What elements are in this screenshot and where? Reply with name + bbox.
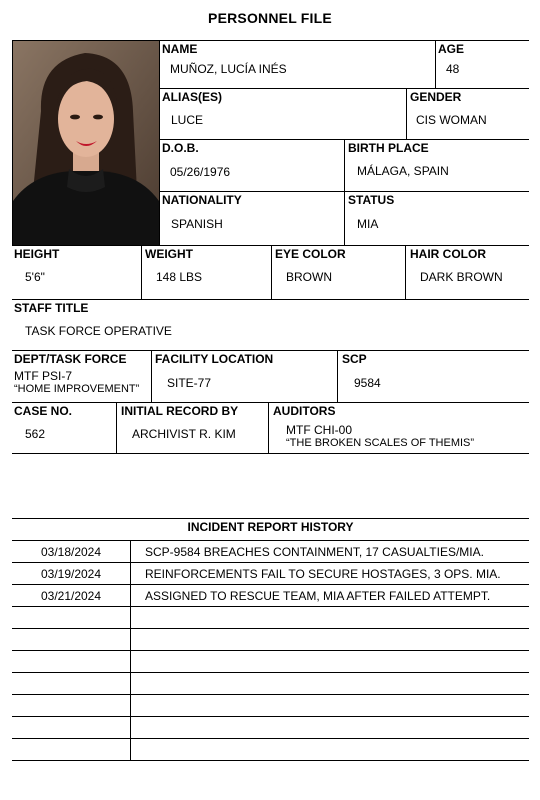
height-value: 5'6" <box>25 270 45 284</box>
eye-color-value: BROWN <box>286 270 332 284</box>
weight-label: WEIGHT <box>145 247 193 261</box>
nationality-label: NATIONALITY <box>162 193 242 207</box>
case-no-value: 562 <box>25 427 46 441</box>
dob-label: D.O.B. <box>162 141 199 155</box>
hair-color-label: HAIR COLOR <box>410 247 486 261</box>
facility-label: FACILITY LOCATION <box>155 352 274 366</box>
scp-value: 9584 <box>354 376 381 390</box>
alias-label: ALIAS(ES) <box>162 90 222 104</box>
incident-description: REINFORCEMENTS FAIL TO SECURE HOSTAGES, 3 OPS. MIA. <box>145 567 501 581</box>
incident-description: ASSIGNED TO RESCUE TEAM, MIA AFTER FAILED ATTEMPT. <box>145 589 491 603</box>
weight-value: 148 LBS <box>156 270 203 284</box>
height-label: HEIGHT <box>14 247 60 261</box>
document-title: PERSONNEL FILE <box>208 10 332 26</box>
dept-nickname: “HOME IMPROVEMENT” <box>14 383 140 395</box>
name-value: MUÑOZ, LUCÍA INÉS <box>170 62 287 76</box>
initial-record-label: INITIAL RECORD BY <box>121 404 239 418</box>
incident-history-title: INCIDENT REPORT HISTORY <box>187 520 354 534</box>
scp-label: SCP <box>342 352 367 366</box>
case-no-label: CASE NO. <box>14 404 73 418</box>
auditors-label: AUDITORS <box>273 404 336 418</box>
alias-value: LUCE <box>171 113 204 127</box>
dept-value: MTF PSI-7 <box>14 369 73 383</box>
personnel-photo <box>13 41 159 245</box>
age-value: 48 <box>446 62 460 76</box>
incident-description: SCP-9584 BREACHES CONTAINMENT, 17 CASUALTIES/MIA. <box>145 545 484 559</box>
name-label: NAME <box>162 42 198 56</box>
gender-label: GENDER <box>410 90 462 104</box>
incident-date: 03/21/2024 <box>40 589 102 603</box>
age-label: AGE <box>438 42 465 56</box>
birth-place-label: BIRTH PLACE <box>348 141 429 155</box>
incident-date: 03/19/2024 <box>40 567 102 581</box>
dob-value: 05/26/1976 <box>170 165 231 179</box>
status-value: MIA <box>357 217 379 231</box>
auditors-value: MTF CHI-00 <box>286 423 352 437</box>
auditors-nickname: “THE BROKEN SCALES OF THEMIS” <box>286 437 475 449</box>
facility-value: SITE-77 <box>167 376 212 390</box>
gender-value: CIS WOMAN <box>416 113 487 127</box>
nationality-value: SPANISH <box>171 217 223 231</box>
portrait-illustration <box>13 41 159 245</box>
birth-place-value: MÁLAGA, SPAIN <box>357 164 449 178</box>
status-label: STATUS <box>348 193 395 207</box>
initial-record-value: ARCHIVIST R. KIM <box>132 427 236 441</box>
staff-title-value: TASK FORCE OPERATIVE <box>25 324 172 338</box>
dept-label: DEPT/TASK FORCE <box>14 352 127 366</box>
staff-title-label: STAFF TITLE <box>14 301 89 315</box>
incident-date: 03/18/2024 <box>40 545 102 559</box>
eye-color-label: EYE COLOR <box>275 247 346 261</box>
hair-color-value: DARK BROWN <box>420 270 503 284</box>
